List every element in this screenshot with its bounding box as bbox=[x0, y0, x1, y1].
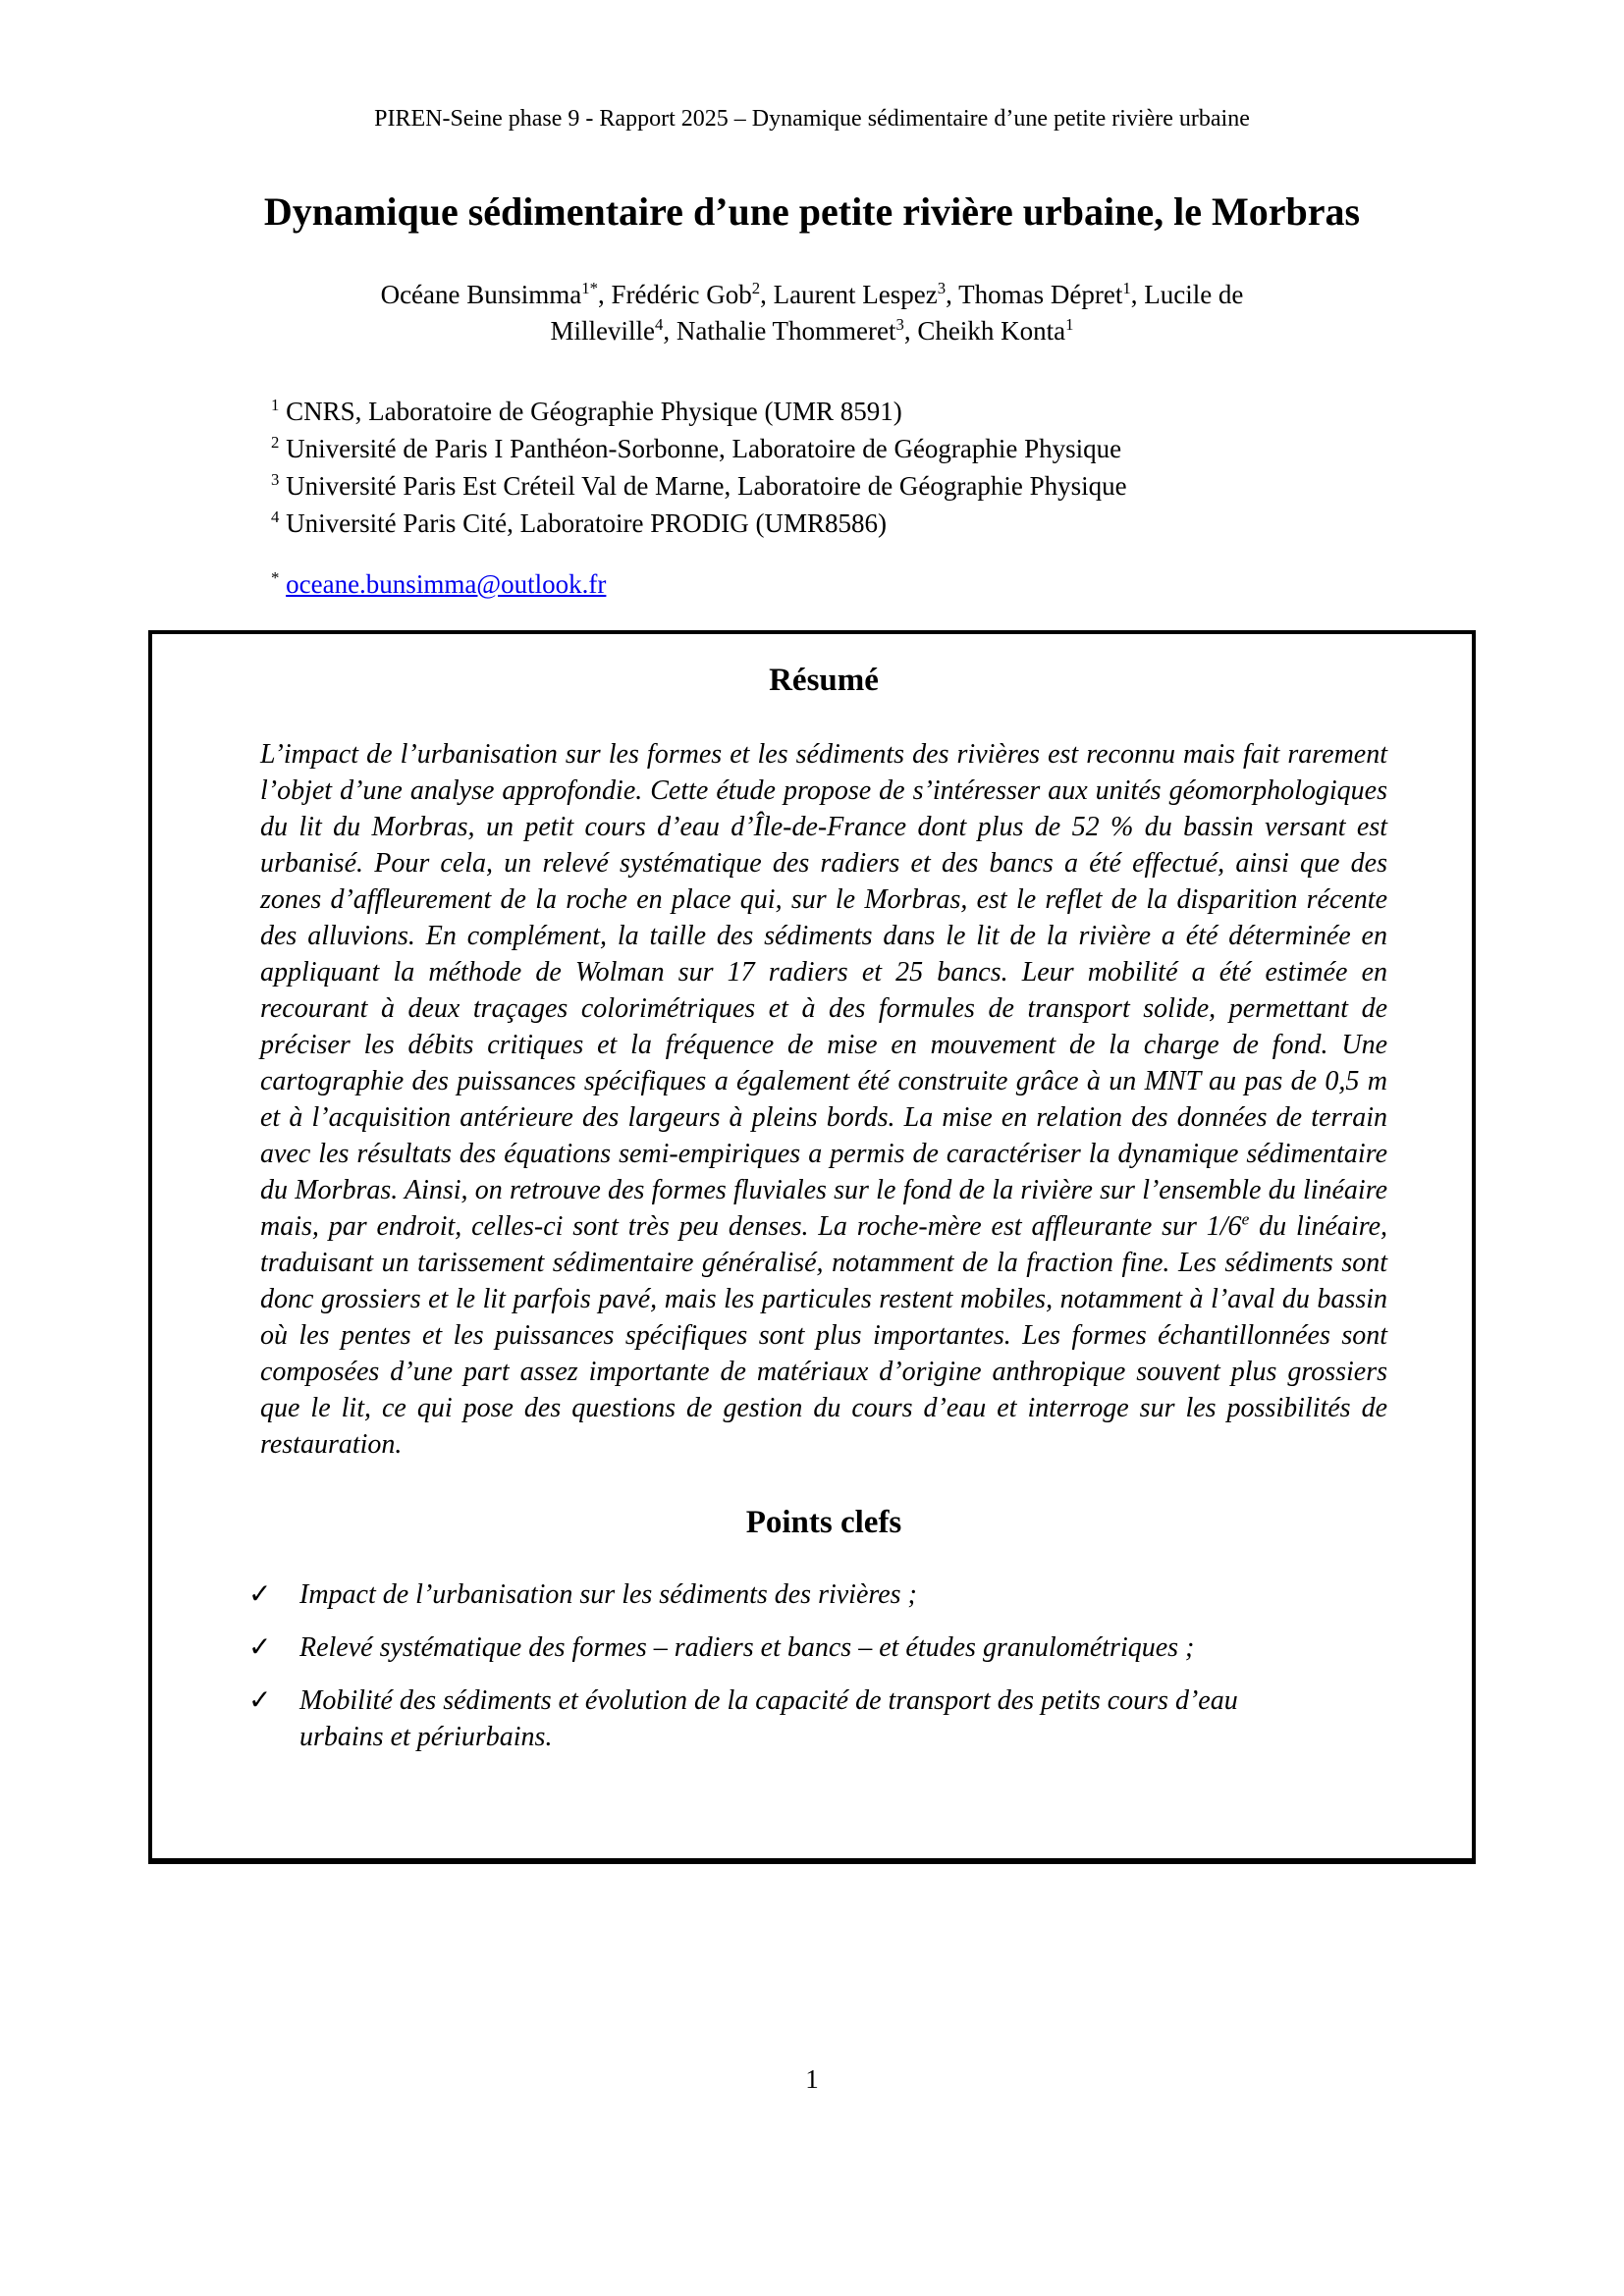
author-affiliation-ref: 1 bbox=[1065, 315, 1074, 334]
abstract-paragraph bbox=[260, 736, 1387, 1463]
affiliation-number: 4 bbox=[271, 507, 280, 526]
affiliation-text: CNRS, Laboratoire de Géographie Physique (UMR 8591) bbox=[279, 397, 902, 426]
checkmark-icon: ✓ bbox=[248, 1685, 272, 1716]
author-affiliation-ref: 4 bbox=[654, 315, 664, 334]
affiliation-row bbox=[271, 393, 1624, 430]
fraction-exponent: e bbox=[1241, 1209, 1250, 1229]
affiliation-row bbox=[271, 467, 1624, 505]
author-list bbox=[0, 277, 1624, 349]
abstract-heading: Résumé bbox=[769, 663, 879, 698]
author-affiliation-ref: 2 bbox=[751, 279, 761, 297]
affiliation-text: Université Paris Est Créteil Val de Marne, Laboratoire de Géographie Physique bbox=[279, 471, 1127, 501]
checkmark-icon: ✓ bbox=[248, 1579, 272, 1610]
author-name: , Nathalie Thommeret bbox=[663, 316, 896, 346]
author-name: , Lucile de bbox=[1130, 280, 1244, 309]
affiliation-number: 3 bbox=[271, 470, 280, 489]
affiliation-text: Université de Paris I Panthéon-Sorbonne, Laboratoire de Géographie Physique bbox=[279, 434, 1122, 463]
author-name: , Laurent Lespez bbox=[760, 280, 938, 309]
author-name: , Cheikh Konta bbox=[903, 316, 1066, 346]
abstract-text: du linéaire, traduisant un tarissement sédimentaire généralisé, notamment de la fraction fine. Les sédiments sont donc grossiers et le lit parfois pavé, mais les particules restent mobiles, notamment à l’aval du bassin où les pentes et les puissances spécifiques sont plus importantes. Les formes échantillonnées sont composées d’une part assez importante de matériaux d’origine anthropique souvent plus grossiers que le lit, ce qui pose des questions de gestion du cours d’eau et interroge sur les possibilités de restauration. bbox=[260, 1211, 1387, 1460]
key-point-text: Mobilité des sédiments et évolution de la capacité de transport des petits cours d’eau urbains et périurbains. bbox=[299, 1685, 1238, 1752]
author-line-2 bbox=[0, 313, 1624, 349]
key-points-heading: Points clefs bbox=[745, 1505, 902, 1540]
author-affiliation-ref: 1* bbox=[581, 279, 599, 297]
key-points-list bbox=[248, 1576, 1387, 1755]
affiliation-list bbox=[271, 393, 1624, 542]
abstract-box bbox=[148, 630, 1476, 1864]
key-point-item bbox=[248, 1576, 1387, 1613]
key-point-item bbox=[248, 1629, 1387, 1666]
author-line-1 bbox=[0, 277, 1624, 313]
author-name: , Frédéric Gob bbox=[598, 280, 752, 309]
author-name: Milleville bbox=[550, 316, 655, 346]
corresponding-author-marker: * bbox=[271, 568, 280, 587]
affiliation-number: 1 bbox=[271, 396, 280, 414]
author-affiliation-ref: 1 bbox=[1122, 279, 1131, 297]
running-header: PIREN-Seine phase 9 - Rapport 2025 – Dynamique sédimentaire d’une petite rivière urbaine bbox=[374, 106, 1250, 132]
page-number: 1 bbox=[805, 2064, 819, 2094]
affiliation-text: Université Paris Cité, Laboratoire PRODIG (UMR8586) bbox=[279, 508, 888, 538]
key-point-text: Relevé systématique des formes – radiers et bancs – et études granulométriques ; bbox=[299, 1632, 1195, 1663]
corresponding-author-contact bbox=[271, 567, 1624, 601]
author-affiliation-ref: 3 bbox=[895, 315, 904, 334]
affiliation-row bbox=[271, 430, 1624, 467]
email-link[interactable]: oceane.bunsimma@outlook.fr bbox=[286, 569, 607, 599]
abstract-text: L’impact de l’urbanisation sur les formes et les sédiments des rivières est reconnu mais fait rarement l’objet d’une analyse approfondie. Cette étude propose de s’intéresser aux unités géomorphologiques du lit du Morbras, un petit cours d’eau d’Île-de-France dont plus de 52 % du bassin versant est urbanisé. Pour cela, un relevé systématique des radiers et des bancs a été effectué, ainsi que des zones d’affleurement de la roche en place qui, sur le Morbras, est le reflet de la disparition récente des alluvions. En complément, la taille des sédiments dans le lit de la rivière a été déterminée en appliquant la méthode de Wolman sur 17 radiers et 25 bancs. Leur mobilité a été estimée en recourant à deux traçages colorimétriques et à des formules de transport solide, permettant de préciser les débits critiques et la fréquence de mise en mouvement de la charge de fond. Une cartographie des puissances spécifiques a également été construite grâce à un MNT au pas de 0,5 m et à l’acquisition antérieure des largeurs à pleins bords. La mise en relation des données de terrain avec les résultats des équations semi-empiriques a permis de caractériser la dynamique sédimentaire du Morbras. Ainsi, on retrouve des formes fluviales sur le fond de la rivière sur l’ensemble du linéaire mais, par endroit, celles-ci sont très peu denses. La roche-mère est affleurante sur 1/6 bbox=[260, 739, 1387, 1242]
author-name: , Thomas Dépret bbox=[946, 280, 1123, 309]
author-affiliation-ref: 3 bbox=[937, 279, 947, 297]
affiliation-row bbox=[271, 505, 1624, 542]
page-title: Dynamique sédimentaire d’une petite rivière urbaine, le Morbras bbox=[263, 189, 1361, 234]
checkmark-icon: ✓ bbox=[248, 1632, 272, 1663]
author-name: Océane Bunsimma bbox=[380, 280, 582, 309]
affiliation-number: 2 bbox=[271, 433, 280, 452]
key-point-text: Impact de l’urbanisation sur les sédiments des rivières ; bbox=[299, 1579, 917, 1610]
key-point-item bbox=[248, 1682, 1387, 1755]
